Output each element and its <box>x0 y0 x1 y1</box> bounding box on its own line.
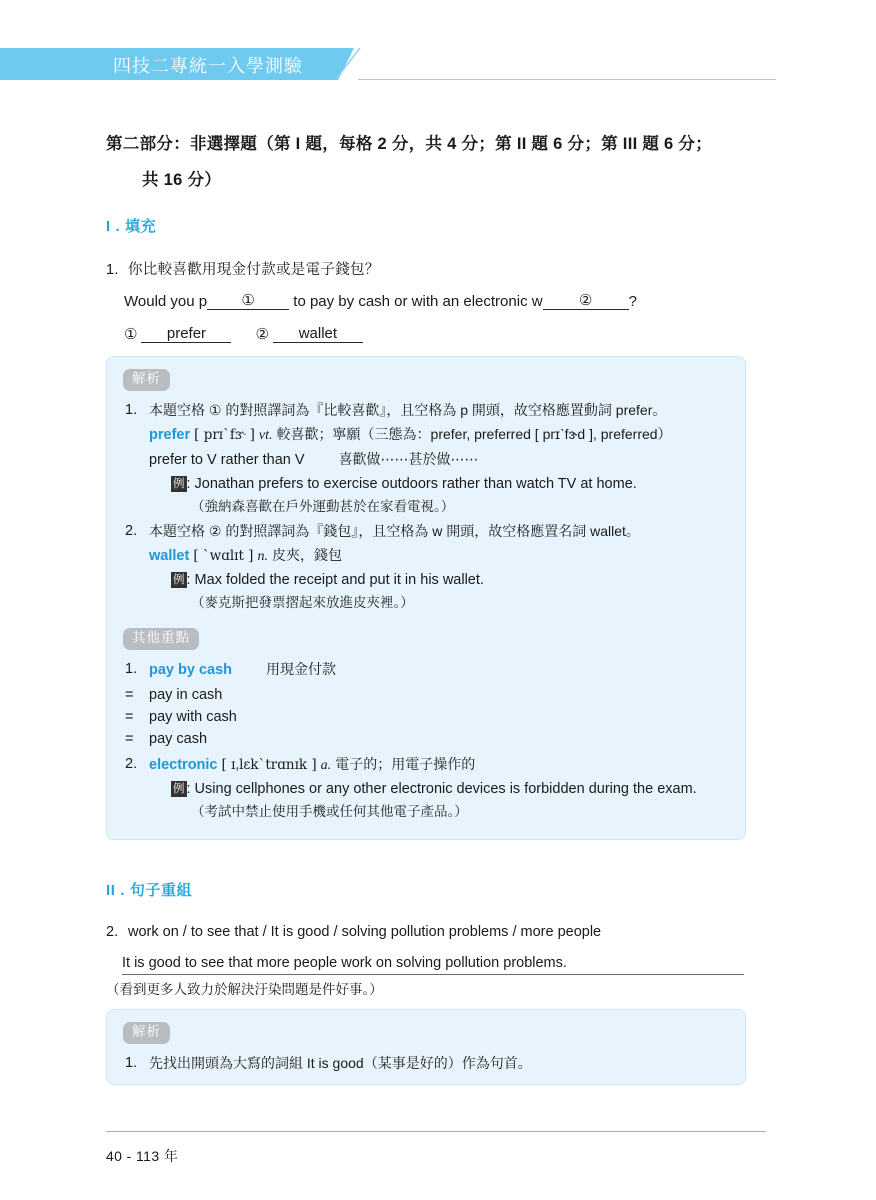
explanation-box-2 <box>106 1009 746 1085</box>
explanation-box-1 <box>106 356 746 840</box>
explanation2-item-1 <box>123 1052 729 1076</box>
other-points-list <box>123 658 729 682</box>
question1-blank-1[interactable]: ① <box>207 291 289 310</box>
other-point-1-gloss: 用現金付款 <box>266 660 337 677</box>
question1-sentence-part3: ? <box>628 293 637 310</box>
other-point-2-word: electronic <box>149 756 218 773</box>
other-point-2 <box>123 753 729 823</box>
header-rule <box>358 79 776 80</box>
other-point-1-phrase: pay by cash <box>149 661 233 678</box>
section-heading-two: II . 句子重組 <box>106 882 193 899</box>
explanation-item-2-text: 本題空格 ② 的對照譯詞為『錢包』，且空格為 w 開頭，故空格應置名詞 wallet。 <box>149 522 640 539</box>
explanation-tag-row-2 <box>123 1022 729 1044</box>
entry-prefer-phonetic: [ prɪˋfɝ ] <box>194 426 255 443</box>
equal-sign: = <box>125 708 134 725</box>
other-points-tag-row <box>123 628 729 650</box>
example-marker-icon: 例 <box>173 573 185 586</box>
equivalent-text: pay in cash <box>149 686 223 703</box>
part-title-line1: 第二部分：非選擇題（第 I 題，每格 2 分，共 4 分；第 II 題 6 分；第 III 題 6 分； <box>106 135 712 153</box>
answer-value-2[interactable]: wallet <box>273 325 363 343</box>
entry-wallet-word: wallet <box>149 547 190 564</box>
page-header <box>0 48 876 80</box>
question2-stem-text: work on / to see that / It is good / solving pollution problems / more people <box>128 924 602 940</box>
example-prefer-translation: （強納森喜歡在戶外運動甚於在家看電視。） <box>191 498 455 514</box>
question2-translation: （看到更多人致力於解決汙染問題是件好事。） <box>106 982 383 997</box>
explanation-item-1 <box>123 399 729 518</box>
question1-sentence-part2: to pay by cash or with an electronic w <box>293 293 543 310</box>
pattern-prefer-text: prefer to V rather than V <box>149 451 305 468</box>
explanation-tag-row-1 <box>123 369 729 391</box>
entry-wallet-meaning: 皮夾，錢包 <box>272 546 343 563</box>
example-prefer <box>149 472 729 496</box>
entry-wallet-phonetic: [ ˋwɑlɪt ] <box>193 547 254 564</box>
answer-mark-1: ① <box>124 326 138 343</box>
explanation-list-1 <box>123 399 729 614</box>
equivalent-text: pay with cash <box>149 708 237 725</box>
question1-answers <box>124 325 369 344</box>
explanation-tag: 解析 <box>123 369 170 391</box>
explanation-tag: 解析 <box>123 1022 170 1044</box>
header-slash-decoration <box>330 48 364 80</box>
equal-sign: = <box>125 686 134 703</box>
part-title-line2: 共 16 分） <box>142 171 222 189</box>
entry-wallet-pos: n. <box>257 548 268 564</box>
pattern-prefer-gloss: 喜歡做⋯⋯甚於做⋯⋯ <box>338 450 479 467</box>
question2-answer[interactable]: It is good to see that more people work on solving pollution problems. <box>122 955 744 975</box>
example-prefer-text: : Jonathan prefers to exercise outdoors rather than watch TV at home. <box>186 475 637 492</box>
question2-number: 2. <box>106 924 119 940</box>
answer-mark-2: ② <box>255 326 269 343</box>
question1-stem-text: 你比較喜歡用現金付款或是電子錢包？ <box>128 262 380 278</box>
explanation2-item-1-number: 1. <box>125 1054 138 1071</box>
part-title <box>106 126 806 198</box>
equivalent-item <box>123 728 729 750</box>
explanation2-item-1-text: 先找出開頭為大寫的詞組 It is good（某事是好的）作為句首。 <box>149 1054 532 1071</box>
footer-text: 40 - 113 年 <box>106 1148 179 1164</box>
question1-sentence-part1: Would you p <box>124 293 208 310</box>
entry-prefer-word: prefer <box>149 426 191 443</box>
equivalent-item <box>123 706 729 728</box>
equivalent-text: pay cash <box>149 730 208 747</box>
answer-value-1[interactable]: prefer <box>141 325 231 343</box>
example-marker-icon: 例 <box>173 477 185 490</box>
other-points-list-2 <box>123 753 729 823</box>
entry-prefer-meaning: 較喜歡；寧願（三態為：prefer, preferred [ prɪˋfɝd ], preferred） <box>276 425 672 442</box>
example-electronic-text: : Using cellphones or any other electronic devices is forbidden during the exam. <box>186 780 697 797</box>
question1-sentence <box>124 292 637 311</box>
entry-prefer-pos: vt. <box>258 427 273 443</box>
example-electronic-translation: （考試中禁止使用手機或任何其他電子產品。） <box>191 803 468 819</box>
question1-number: 1. <box>106 262 119 278</box>
other-point-2-phonetic: [ ɪˌlɛkˋtrɑnɪk ] <box>221 756 317 773</box>
example-wallet-text: : Max folded the receipt and put it in his wallet. <box>186 571 484 588</box>
other-points-tag: 其他重點 <box>123 628 199 650</box>
footer-rule <box>106 1131 766 1132</box>
example-electronic <box>149 777 729 801</box>
explanation-item-1-number: 1. <box>125 401 138 418</box>
explanation-item-1-text: 本題空格 ① 的對照譯詞為『比較喜歡』，且空格為 p 開頭，故空格應置動詞 prefer。 <box>149 401 667 418</box>
explanation-list-2 <box>123 1052 729 1076</box>
example-wallet <box>149 568 729 592</box>
question1-stem <box>106 258 380 279</box>
entry-prefer <box>149 423 729 447</box>
other-point-2-number: 2. <box>125 755 138 772</box>
entry-wallet <box>149 544 729 568</box>
question2-stem <box>106 924 601 940</box>
explanation-item-2 <box>123 520 729 614</box>
pattern-prefer <box>149 447 729 472</box>
equal-sign: = <box>125 730 134 747</box>
explanation-item-2-number: 2. <box>125 522 138 539</box>
example-marker-icon: 例 <box>173 782 185 795</box>
question1-blank-2[interactable]: ② <box>543 291 629 310</box>
example-wallet-translation: （麥克斯把發票摺起來放進皮夾裡。） <box>191 594 414 610</box>
equivalent-item <box>123 684 729 706</box>
equivalent-list <box>123 684 729 750</box>
section-heading-one: I . 填充 <box>106 218 157 235</box>
other-point-2-pos: a. <box>320 757 332 773</box>
header-title: 四技二專統一入學測驗 <box>113 56 303 76</box>
other-point-2-meaning: 電子的；用電子操作的 <box>335 755 476 772</box>
other-point-1 <box>123 658 729 682</box>
other-point-1-number: 1. <box>125 660 138 677</box>
